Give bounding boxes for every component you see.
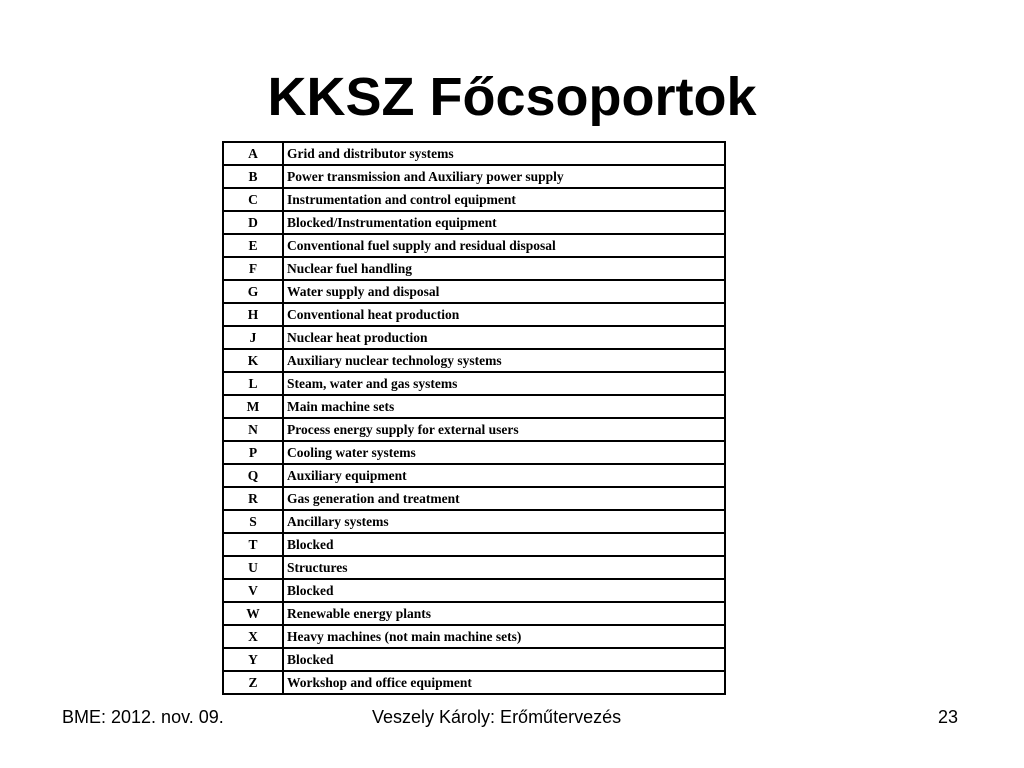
- group-code-cell: D: [223, 211, 283, 234]
- group-description-cell: Steam, water and gas systems: [283, 372, 725, 395]
- group-code-cell: W: [223, 602, 283, 625]
- table-row: [223, 165, 725, 188]
- group-description-cell: Nuclear fuel handling: [283, 257, 725, 280]
- group-code-cell: A: [223, 142, 283, 165]
- table-row: [223, 510, 725, 533]
- group-description-cell: Water supply and disposal: [283, 280, 725, 303]
- group-description-cell: Renewable energy plants: [283, 602, 725, 625]
- group-description-cell: Grid and distributor systems: [283, 142, 725, 165]
- group-description-cell: Main machine sets: [283, 395, 725, 418]
- group-code-cell: L: [223, 372, 283, 395]
- group-code-cell: Y: [223, 648, 283, 671]
- table-row: [223, 441, 725, 464]
- group-code-cell: H: [223, 303, 283, 326]
- group-description-cell: Instrumentation and control equipment: [283, 188, 725, 211]
- table-row: [223, 602, 725, 625]
- table-row: [223, 188, 725, 211]
- slide-title: KKSZ Főcsoportok: [267, 67, 757, 127]
- table-row: [223, 303, 725, 326]
- group-code-cell: P: [223, 441, 283, 464]
- group-description-cell: Structures: [283, 556, 725, 579]
- group-description-cell: Auxiliary equipment: [283, 464, 725, 487]
- table-row: [223, 418, 725, 441]
- group-description-cell: Blocked: [283, 579, 725, 602]
- table-row: [223, 395, 725, 418]
- table-row: [223, 234, 725, 257]
- table-row: [223, 671, 725, 694]
- slide-number: 23: [938, 707, 959, 727]
- group-description-cell: Blocked/Instrumentation equipment: [283, 211, 725, 234]
- table-row: [223, 487, 725, 510]
- group-code-cell: M: [223, 395, 283, 418]
- group-code-cell: J: [223, 326, 283, 349]
- group-description-cell: Power transmission and Auxiliary power supply: [283, 165, 725, 188]
- table-row: [223, 579, 725, 602]
- footer-author-course: Veszely Károly: Erőműtervezés: [372, 707, 622, 727]
- table-row: [223, 280, 725, 303]
- group-description-cell: Cooling water systems: [283, 441, 725, 464]
- group-description-cell: Process energy supply for external users: [283, 418, 725, 441]
- group-description-cell: Nuclear heat production: [283, 326, 725, 349]
- group-description-cell: Auxiliary nuclear technology systems: [283, 349, 725, 372]
- group-code-cell: T: [223, 533, 283, 556]
- group-code-cell: G: [223, 280, 283, 303]
- table-row: [223, 326, 725, 349]
- table-row: [223, 142, 725, 165]
- group-code-cell: F: [223, 257, 283, 280]
- kksz-main-groups-table: [222, 141, 726, 695]
- table-row: [223, 464, 725, 487]
- group-description-cell: Heavy machines (not main machine sets): [283, 625, 725, 648]
- table-row: [223, 211, 725, 234]
- group-code-cell: X: [223, 625, 283, 648]
- table-row: [223, 556, 725, 579]
- group-code-cell: S: [223, 510, 283, 533]
- group-code-cell: B: [223, 165, 283, 188]
- group-code-cell: K: [223, 349, 283, 372]
- group-description-cell: Blocked: [283, 648, 725, 671]
- table-row: [223, 625, 725, 648]
- group-code-cell: Q: [223, 464, 283, 487]
- group-code-cell: V: [223, 579, 283, 602]
- group-code-cell: C: [223, 188, 283, 211]
- group-description-cell: Workshop and office equipment: [283, 671, 725, 694]
- group-description-cell: Conventional heat production: [283, 303, 725, 326]
- footer-date: BME: 2012. nov. 09.: [62, 707, 224, 727]
- table-body: [223, 142, 725, 694]
- group-code-cell: R: [223, 487, 283, 510]
- table-row: [223, 372, 725, 395]
- group-description-cell: Blocked: [283, 533, 725, 556]
- group-description-cell: Conventional fuel supply and residual disposal: [283, 234, 725, 257]
- table-row: [223, 257, 725, 280]
- group-code-cell: U: [223, 556, 283, 579]
- table-row: [223, 648, 725, 671]
- group-code-cell: E: [223, 234, 283, 257]
- group-code-cell: N: [223, 418, 283, 441]
- table-row: [223, 533, 725, 556]
- group-code-cell: Z: [223, 671, 283, 694]
- group-description-cell: Ancillary systems: [283, 510, 725, 533]
- group-description-cell: Gas generation and treatment: [283, 487, 725, 510]
- table-row: [223, 349, 725, 372]
